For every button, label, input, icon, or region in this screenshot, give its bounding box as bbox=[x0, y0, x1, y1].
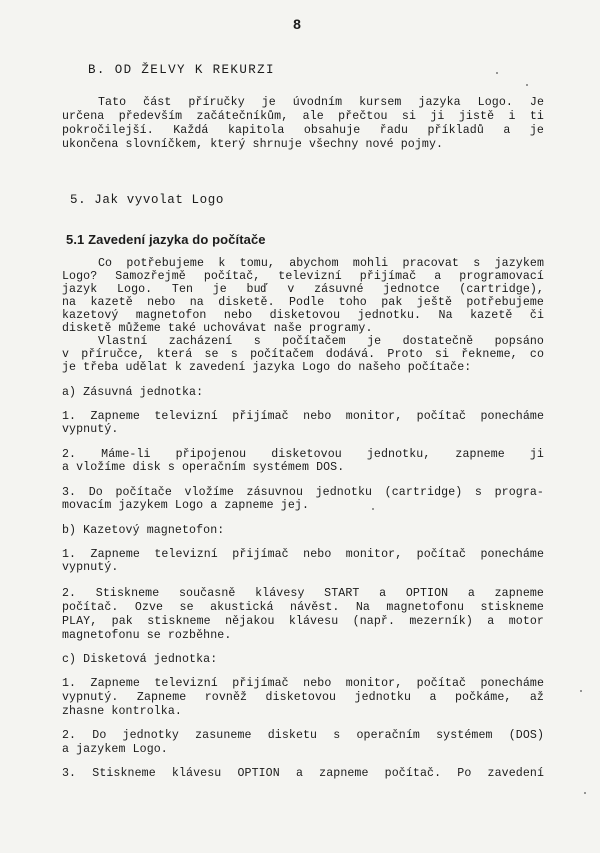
step-line: vypnutý. bbox=[62, 423, 119, 436]
paragraph-line: Vlastní zacházení s počítačem je dostatečně popsáno bbox=[98, 335, 544, 348]
paragraph-line: v příručce, která se s počítačem dodává. Proto si řekneme, co bbox=[62, 348, 544, 361]
step-line: 3. Stiskneme klávesu OPTION a zapneme počítač. Po zavedení bbox=[62, 767, 544, 780]
paragraph-line: disketě můžeme také uchovávat naše programy. bbox=[62, 322, 373, 335]
paragraph-line: Logo? Samozřejmě počítač, televizní přijímač a programovací bbox=[62, 270, 544, 283]
part-heading: B. OD ŽELVY K REKURZI bbox=[88, 63, 275, 77]
intro-line: určena především začátečníkům, ale přečtou si ji jistě i ti bbox=[62, 110, 544, 123]
scan-speck bbox=[580, 690, 582, 692]
step-line: 1. Zapneme televizní přijímač nebo monitor, počítač ponecháme bbox=[62, 410, 544, 423]
step-line: vypnutý. Zapneme rovněž disketovou jednotku a počkáme, až bbox=[62, 691, 544, 704]
subsection-heading: c) Disketová jednotka: bbox=[62, 653, 218, 666]
step-line: 2. Máme-li připojenou disketovou jednotku, zapneme ji bbox=[62, 448, 544, 461]
paragraph-line: jazyk Logo. Ten je buď v zásuvné jednotce (cartridge), bbox=[62, 283, 544, 296]
step-line: a vložíme disk s operačním systémem DOS. bbox=[62, 461, 345, 474]
scan-speck bbox=[584, 792, 586, 794]
step-line: PLAY, pak stiskneme nějakou klávesu (např. mezerník) a motor bbox=[62, 615, 544, 628]
paragraph-line: Co potřebujeme k tomu, abychom mohli pracovat s jazykem bbox=[98, 257, 544, 270]
step-line: movacím jazykem Logo a zapneme jej. bbox=[62, 499, 310, 512]
scan-speck bbox=[496, 72, 498, 74]
paragraph-line: kazetový magnetofon nebo disketovou jednotku. Na kazetě či bbox=[62, 309, 544, 322]
subsection-heading: a) Zásuvná jednotka: bbox=[62, 386, 204, 399]
paragraph-line: je třeba udělat k zavedení jazyka Logo do našeho počítače: bbox=[62, 361, 472, 374]
step-line: 2. Do jednotky zasuneme disketu s operačním systémem (DOS) bbox=[62, 729, 544, 742]
scan-speck bbox=[526, 84, 528, 86]
step-line: 2. Stiskneme současně klávesy START a OPTION a zapneme bbox=[62, 587, 544, 600]
step-line: vypnutý. bbox=[62, 561, 119, 574]
chapter-heading: 5. Jak vyvolat Logo bbox=[70, 193, 224, 207]
step-line: a jazykem Logo. bbox=[62, 743, 168, 756]
step-line: magnetofonu se rozběhne. bbox=[62, 629, 232, 642]
page-number: 8 bbox=[293, 16, 301, 32]
intro-line: Tato část příručky je úvodním kursem jazyka Logo. Je bbox=[98, 96, 544, 109]
step-line: zhasne kontrolka. bbox=[62, 705, 182, 718]
step-line: počítač. Ozve se akustická návěst. Na magnetofonu stiskneme bbox=[62, 601, 544, 614]
step-line: 1. Zapneme televizní přijímač nebo monitor, počítač ponecháme bbox=[62, 677, 544, 690]
intro-line: pokročilejší. Každá kapitola obsahuje řadu příkladů a je bbox=[62, 124, 544, 137]
step-line: 3. Do počítače vložíme zásuvnou jednotku (cartridge) s progra- bbox=[62, 486, 544, 499]
step-line: 1. Zapneme televizní přijímač nebo monitor, počítač ponecháme bbox=[62, 548, 544, 561]
scan-speck bbox=[372, 508, 374, 510]
paragraph-line: na kazetě nebo na disketě. Podle toho pak ještě potřebujeme bbox=[62, 296, 544, 309]
intro-line: ukončena slovníčkem, který shrnuje všechny nové pojmy. bbox=[62, 138, 444, 151]
subsection-heading: b) Kazetový magnetofon: bbox=[62, 524, 225, 537]
section-heading: 5.1 Zavedení jazyka do počítače bbox=[66, 232, 266, 247]
